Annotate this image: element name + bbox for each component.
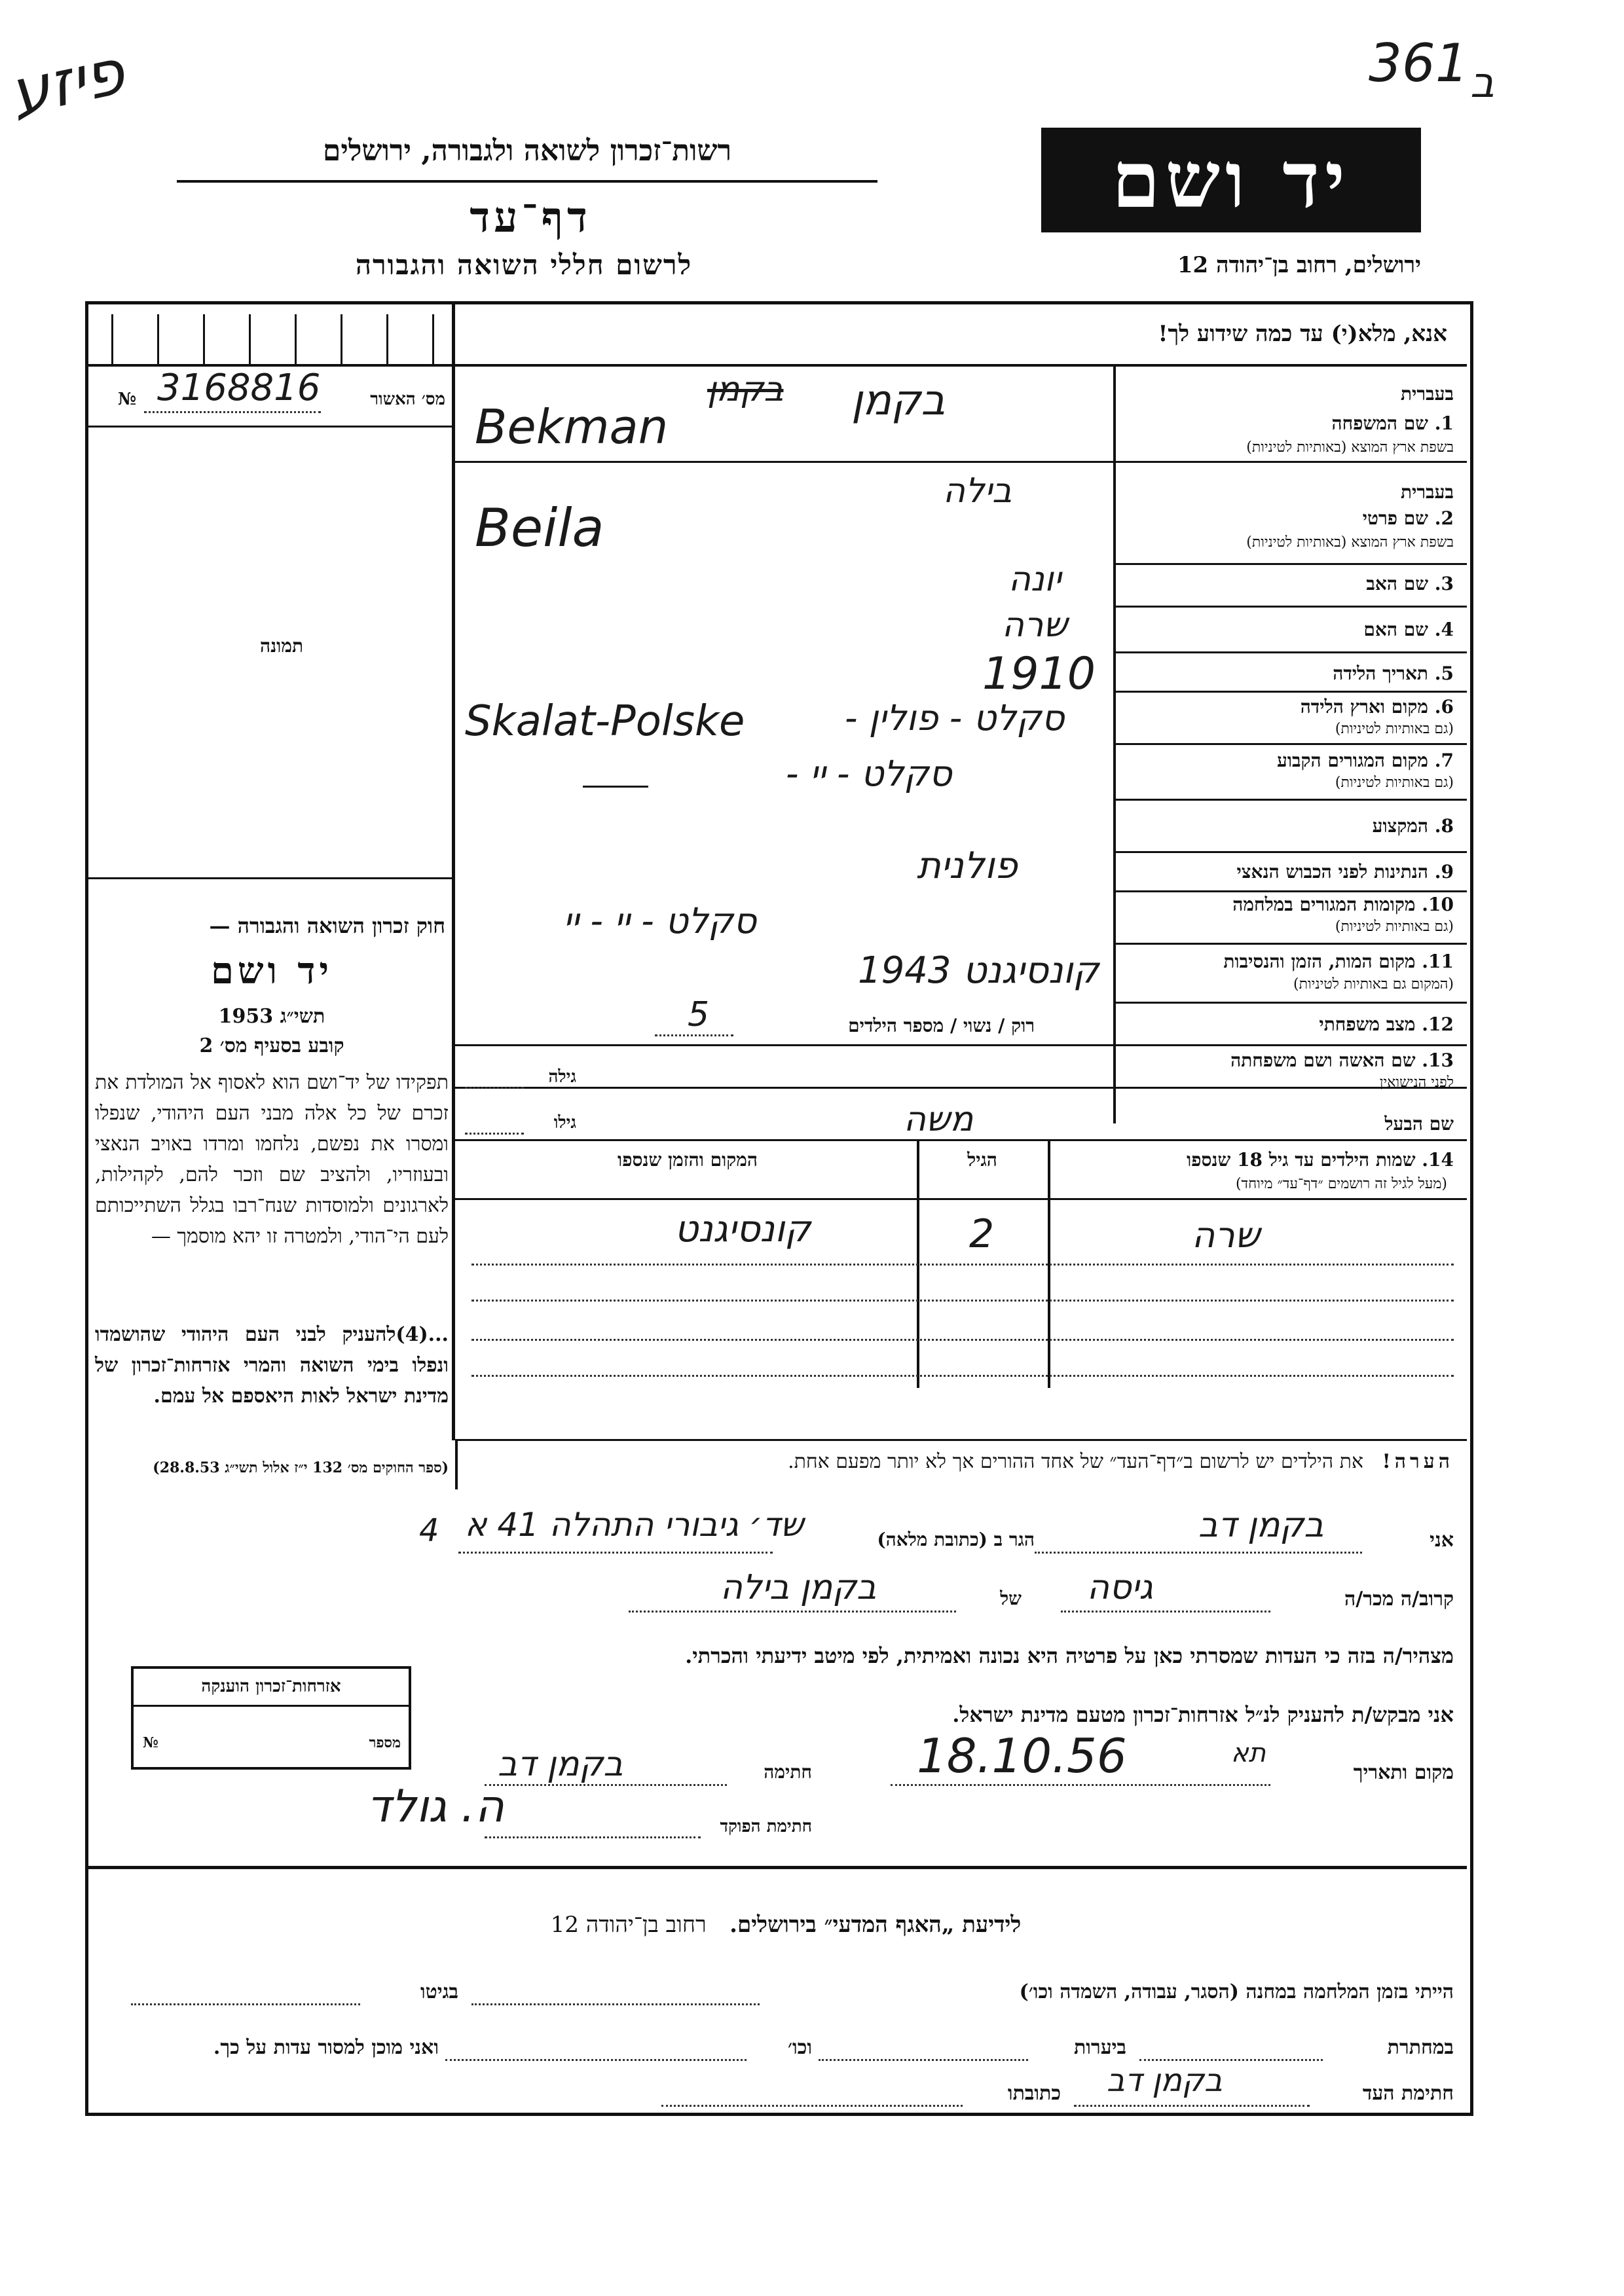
- field-11-sub: (המקום גם באותיות לטיניות): [1293, 976, 1454, 993]
- bottom-line-2a: במחתרת: [1387, 2036, 1454, 2059]
- signature-value: בקמן דב: [498, 1745, 623, 1784]
- of-value: בקמן בילה: [720, 1568, 877, 1607]
- field-4-text: שם האם: [1363, 619, 1429, 640]
- in-hebrew-label-1: בעברית: [1400, 383, 1454, 405]
- bottom-line-1b: בגיטו: [420, 1980, 458, 2003]
- husband-value: משה: [904, 1100, 974, 1139]
- field-12-label: [1126, 1013, 1454, 1036]
- children-text: שמות הילדים עד גיל 18 שנספו: [1187, 1149, 1416, 1171]
- field-11-hebrew: קונסיגנט 1943: [858, 949, 1099, 992]
- citizenship-number-label: מספר: [369, 1734, 401, 1751]
- field-9-hebrew: פולנית: [917, 845, 1018, 887]
- law-title: חוק זכרון השואה והגבורה —: [209, 913, 445, 938]
- children-sub: (מעל לגיל זה רושמים ״דף־עד״ מיוחד): [1235, 1176, 1447, 1192]
- status-value: 5: [688, 995, 710, 1034]
- field-7-sub: (גם באותיות לטיניות): [1335, 774, 1454, 791]
- field-3-hebrew: יונה: [1008, 560, 1061, 599]
- law-text: תפקידו של יד־ושם הוא לאסוף אל המולדת את זכרם של כל אלה מבני העם היהודי, שנפלו ומסרו את נפשם, נלחמו ומרדו באויב הנאצי ובעוזריו, ולהציב שם וזכר להם, לקהילות, לארגונים ולמוסדות שנח־רבו בגלל השתייכותם לעם הי־הודי, ולמטרה זו יהא מוסמך —: [95, 1071, 449, 1248]
- margin-note-number: 361: [1369, 33, 1469, 94]
- field-5-label: [1126, 663, 1454, 685]
- field-10-num: 10.: [1422, 894, 1454, 915]
- field-3-label: [1126, 573, 1454, 595]
- field-6-num: 6.: [1434, 696, 1454, 718]
- field-13-label: [1126, 1049, 1454, 1072]
- husband-label: שם הבעל: [1384, 1113, 1454, 1135]
- form-subtitle: לרשום חללי השואה והגבורה: [355, 249, 693, 281]
- field-5-num: 5.: [1434, 663, 1454, 684]
- declarant-lives-label: הגר ב (כתובת מלאה): [877, 1529, 1035, 1550]
- wife-age-label: גילה: [548, 1067, 576, 1087]
- field-4-label: [1126, 619, 1454, 641]
- citizenship-title: אזרחות־זכרון הוענקה: [201, 1677, 341, 1696]
- field-5-text: תאריך הלידה: [1333, 663, 1429, 684]
- bottom-title: לידיעת „האגף המדעי״ בירושלים.: [729, 1912, 1022, 1938]
- field-1-text: שם המשפחה: [1331, 412, 1429, 434]
- field-13-num: 13.: [1422, 1049, 1454, 1071]
- field-7-label: [1126, 750, 1454, 772]
- field-7-text: מקום המגורים הקבוע: [1277, 750, 1429, 771]
- officer-value: ה. גולד: [367, 1781, 504, 1832]
- photo-label: תמונה: [259, 635, 304, 657]
- citizenship-box: [131, 1666, 411, 1770]
- dash-7-a: [583, 786, 648, 788]
- law-text-bold: ...(4)להעניק לבני העם היהודי שהושמדו ונפלו בימי השואה והמרי אזרחות־זכרון של מדינת ישראל לאות היאספם אל עמם.: [95, 1323, 449, 1408]
- field-3-text: שם האב: [1366, 573, 1429, 594]
- reg-no-label: מס׳ האשור: [370, 390, 445, 409]
- field-11-text: מקום המות, הזמן והנסיבות: [1223, 951, 1416, 972]
- date-value: 18.10.56: [917, 1728, 1127, 1783]
- in-hebrew-label-2: בעברית: [1400, 481, 1454, 503]
- officer-label: חתימת הפוקד: [720, 1817, 812, 1836]
- note-row: [471, 1450, 1454, 1473]
- field-2-label: [1126, 507, 1454, 530]
- place-date-label: מקום ותאריך: [1353, 1761, 1454, 1784]
- field-9-text: הנתינות לפני הכבוש הנאצי: [1236, 861, 1429, 883]
- reg-no-prefix: №: [118, 390, 137, 409]
- field-2-sub: בשפת ארץ המוצא (באותיות לטיניות): [1246, 534, 1454, 551]
- bottom-address: רחוב בן־יהודה 12: [550, 1912, 707, 1938]
- bottom-line-1a: הייתי בזמן המלחמה במחנה (הסגר, עבודה, השמדה וכו׳): [1019, 1980, 1454, 2003]
- logo-text: יד ושם: [1111, 134, 1351, 225]
- field-10-hebrew: סקלט - יי - יי: [563, 900, 756, 941]
- children-num: 14.: [1422, 1149, 1454, 1171]
- stamp-ticks: [111, 314, 452, 364]
- field-11-label: [1126, 951, 1454, 973]
- form-title: דף־עד: [470, 193, 591, 242]
- relative-value: גיסה: [1087, 1568, 1153, 1607]
- field-7-hebrew: סקלט - יי -: [786, 753, 952, 794]
- children-place-header: המקום והזמן שנספו: [618, 1149, 758, 1171]
- margin-note-left: פיזע: [3, 35, 131, 130]
- field-1-num: 1.: [1434, 412, 1454, 434]
- field-1-struck: בקמן: [707, 370, 784, 409]
- field-11-num: 11.: [1422, 951, 1454, 972]
- declaration-text: מצהיר/ה בזה כי העדות שמסרתי כאן על פרטיה היא נכונה ואמיתית, לפי מיטב ידיעתי והכרתי.: [685, 1643, 1454, 1668]
- witness-sign-label: חתימת העד: [1362, 2082, 1454, 2105]
- children-age-header: הגיל: [967, 1149, 997, 1171]
- field-2-num: 2.: [1434, 507, 1454, 529]
- field-1-sub: בשפת ארץ המוצא (באותיות לטיניות): [1246, 439, 1454, 456]
- field-12-num: 12.: [1422, 1013, 1454, 1035]
- declarant-i-label: אני: [1430, 1529, 1454, 1552]
- field-9-label: [1126, 861, 1454, 883]
- field-10-sub: (גם באותיות לטיניות): [1335, 919, 1454, 935]
- institution-name: רשות־זכרון לשואה ולגבורה, ירושלים: [322, 134, 732, 168]
- field-8-num: 8.: [1434, 815, 1454, 837]
- declarant-address: שד׳ גיבורי התהלה 41 א: [465, 1506, 804, 1544]
- note-label: הערה!: [1382, 1450, 1454, 1473]
- field-4-hebrew: שרה: [1002, 606, 1068, 645]
- bottom-line-2d: ואני מוכן למסור עדות על כך.: [213, 2036, 439, 2059]
- field-6-sub: (גם באותיות לטיניות): [1335, 721, 1454, 737]
- witness-address-label: כתובתו: [1007, 2082, 1061, 2105]
- citizenship-number-prefix: №: [143, 1734, 158, 1751]
- field-1-latin: Bekman: [475, 399, 669, 454]
- field-6-label: [1126, 696, 1454, 718]
- child-1-place: קונסיגנט: [674, 1208, 811, 1250]
- place-value: תא: [1231, 1738, 1266, 1768]
- request-text: אני מבקש/ת להעניק לנ״ל אזרחות־זכרון מטעם מדינת ישראל.: [952, 1702, 1454, 1727]
- field-2-latin: Beila: [475, 498, 604, 558]
- field-13-text: שם האשה ושם משפחתה: [1230, 1049, 1416, 1071]
- field-1-label: [1126, 412, 1454, 435]
- law-year-num: 1953: [218, 1005, 274, 1028]
- field-6-hebrew: סקלט - פולין -: [845, 697, 1065, 738]
- field-10-label: [1126, 894, 1454, 916]
- field-5-hebrew: 1910: [982, 648, 1096, 700]
- child-1-name: שרה: [1192, 1214, 1261, 1256]
- status-options: רוק / נשוי / מספר הילדים: [848, 1015, 1035, 1036]
- signature-label: חתימה: [764, 1761, 812, 1783]
- declarant-i-value: בקמן דב: [1198, 1506, 1324, 1545]
- bottom-line-2c: וכו׳: [788, 2036, 812, 2059]
- field-2-text: שם פרטי: [1362, 507, 1429, 529]
- field-6-text: מקום וארץ הלידה: [1300, 696, 1429, 718]
- declarant-address-extra: 4: [419, 1512, 439, 1549]
- note-text: את הילדים יש לרשום ב״דף־העד״ של אחד ההורים אך לא יותר מפעם אחת.: [788, 1450, 1363, 1473]
- field-6-latin: Skalat-Polske: [465, 697, 745, 746]
- of-label: של: [1000, 1588, 1022, 1609]
- husband-age-label: גילו: [553, 1113, 576, 1133]
- institution-underline: [177, 180, 877, 183]
- yad-vashem-logo: [1041, 128, 1421, 232]
- law-clause: קובע בסעיף מס׳ 2: [199, 1034, 344, 1057]
- field-12-text: מצב משפחתי: [1319, 1013, 1416, 1035]
- field-13-sub: לפני הנישואין: [1379, 1074, 1454, 1091]
- bottom-line-2b: ביערות: [1073, 2036, 1126, 2059]
- bottom-title-row: [393, 1912, 1179, 1938]
- instruction-text: אנא, מלא(י) עד כמה שידוע לך!: [1158, 321, 1447, 347]
- reg-no-value: 3168816: [157, 367, 321, 409]
- law-source: (ספר החוקים מס׳ 132 י״ז אלול תשי״ג 28.8.53): [153, 1459, 449, 1476]
- field-8-label: [1126, 815, 1454, 837]
- child-1-age: 2: [969, 1211, 995, 1257]
- field-3-num: 3.: [1434, 573, 1454, 594]
- field-9-num: 9.: [1434, 861, 1454, 883]
- field-4-num: 4.: [1434, 619, 1454, 640]
- witness-sign-value: בקמן דב: [1107, 2062, 1223, 2099]
- header-address: ירושלים, רחוב בן־יהודה 12: [1177, 252, 1421, 278]
- field-8-text: המקצוע: [1372, 815, 1429, 837]
- children-label: [1061, 1149, 1454, 1171]
- field-10-text: מקומות המגורים במלחמה: [1232, 894, 1416, 915]
- margin-note-extra: ב: [1470, 59, 1494, 107]
- field-1-hebrew: בקמן: [851, 376, 946, 425]
- law-name: יד ושם: [210, 949, 333, 993]
- relative-label: קרוב/ה מכר/ה: [1344, 1588, 1454, 1611]
- law-year: [98, 1005, 445, 1028]
- field-7-num: 7.: [1434, 750, 1454, 771]
- law-year-heb: תשי״ג: [280, 1005, 325, 1028]
- field-2-hebrew: בילה: [943, 471, 1012, 511]
